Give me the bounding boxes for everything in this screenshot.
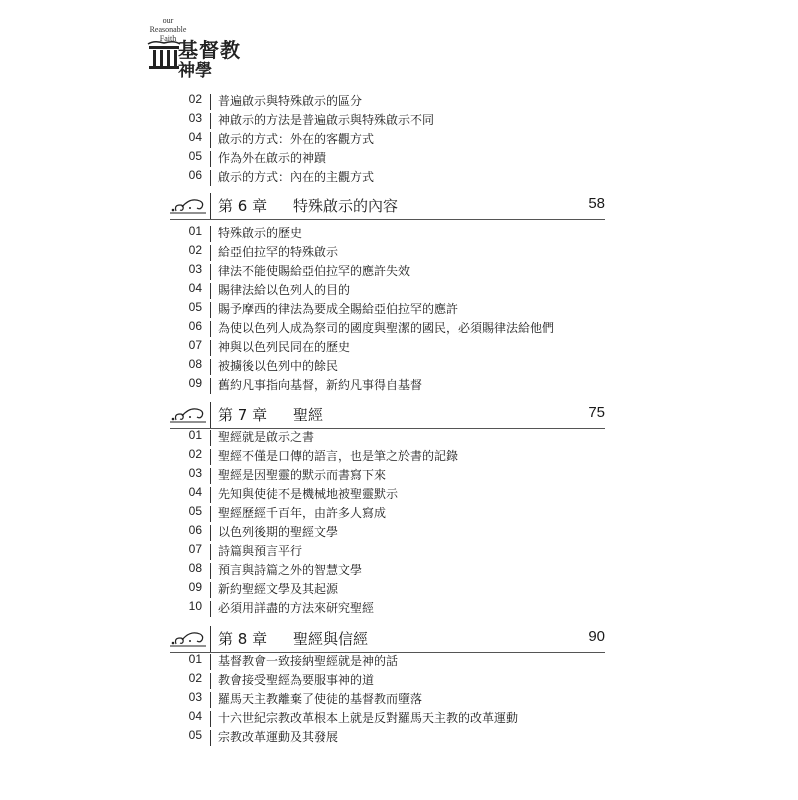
chapter-title: 特殊啟示的內容: [293, 197, 399, 215]
item-number: 01: [188, 428, 202, 442]
logo-small-line: our: [162, 16, 174, 25]
item-number: 07: [188, 338, 202, 352]
chapter-title: 聖經與信經: [293, 630, 369, 648]
toc-item[interactable]: [0, 92, 798, 111]
chapter-title: 聖經: [293, 406, 324, 424]
pillar-icon: [146, 40, 182, 70]
toc-item[interactable]: [0, 709, 798, 728]
item-title: 為使以色列人成為祭司的國度與聖潔的國民，必須賜律法給他們: [218, 321, 555, 335]
item-title: 律法不能使賜給亞伯拉罕的應許失效: [218, 264, 411, 278]
item-number: 04: [188, 281, 202, 295]
toc-item[interactable]: [0, 523, 798, 542]
item-title: 預言與詩篇之外的智慧文學: [218, 563, 363, 577]
chapter-label: 第 8 章: [218, 630, 268, 648]
toc-item[interactable]: [0, 262, 798, 281]
toc-item[interactable]: [0, 111, 798, 130]
chapter-heading[interactable]: [0, 402, 798, 428]
item-title: 被擄後以色列中的餘民: [218, 359, 339, 373]
item-number: 02: [188, 671, 202, 685]
toc-item[interactable]: [0, 243, 798, 262]
item-title: 作為外在啟示的神蹟: [218, 151, 327, 165]
item-number: 03: [188, 466, 202, 480]
item-number: 04: [188, 130, 202, 144]
toc-item[interactable]: [0, 504, 798, 523]
item-number: 07: [188, 542, 202, 556]
item-number: 04: [188, 485, 202, 499]
item-number: 05: [188, 300, 202, 314]
item-number: 09: [188, 376, 202, 390]
logo-title-line1: 基督教: [178, 38, 241, 62]
chapter-heading[interactable]: [0, 626, 798, 652]
logo-small-line: Faith: [159, 34, 177, 43]
item-title: 十六世紀宗教改革根本上就是反對羅馬天主教的改革運動: [218, 711, 519, 725]
toc-item[interactable]: [0, 338, 798, 357]
item-title: 啟示的方式：內在的主觀方式: [218, 170, 375, 184]
toc-item[interactable]: [0, 168, 798, 187]
toc-item[interactable]: [0, 652, 798, 671]
toc-item[interactable]: [0, 224, 798, 243]
item-number: 01: [188, 652, 202, 666]
item-title: 特殊啟示的歷史: [218, 226, 303, 240]
toc-item[interactable]: [0, 300, 798, 319]
item-number: 02: [188, 92, 202, 106]
ornament-icon: [168, 404, 208, 426]
item-title: 神與以色列民同在的歷史: [218, 340, 351, 354]
item-number: 09: [188, 580, 202, 594]
item-title: 教會接受聖經為要服事神的道: [218, 673, 375, 687]
item-number: 06: [188, 523, 202, 537]
toc-item[interactable]: [0, 130, 798, 149]
item-number: 05: [188, 728, 202, 742]
toc-item[interactable]: [0, 485, 798, 504]
item-title: 宗教改革運動及其發展: [218, 730, 339, 744]
item-number: 06: [188, 319, 202, 333]
chapter-page-number: 58: [588, 195, 605, 212]
item-title: 舊約凡事指向基督，新約凡事得自基督: [218, 378, 423, 392]
item-number: 02: [188, 447, 202, 461]
item-title: 賜予摩西的律法為要成全賜給亞伯拉罕的應許: [218, 302, 459, 316]
toc-item[interactable]: [0, 281, 798, 300]
item-number: 08: [188, 561, 202, 575]
item-title: 聖經就是啟示之書: [218, 430, 315, 444]
toc-item[interactable]: [0, 542, 798, 561]
item-number: 01: [188, 224, 202, 238]
item-title: 新約聖經文學及其起源: [218, 582, 339, 596]
item-title: 聖經是因聖靈的默示而書寫下來: [218, 468, 387, 482]
item-title: 賜律法給以色列人的目的: [218, 283, 351, 297]
chapter-label: 第 7 章: [218, 406, 268, 424]
chapter-heading[interactable]: [0, 193, 798, 219]
toc-item[interactable]: [0, 447, 798, 466]
item-number: 05: [188, 149, 202, 163]
item-number: 04: [188, 709, 202, 723]
toc-item[interactable]: [0, 466, 798, 485]
item-title: 神啟示的方法是普遍啟示與特殊啟示不同: [218, 113, 435, 127]
toc-item[interactable]: [0, 690, 798, 709]
toc-item[interactable]: [0, 376, 798, 395]
item-title: 詩篇與預言平行: [218, 544, 303, 558]
toc-item[interactable]: [0, 149, 798, 168]
toc-item[interactable]: [0, 728, 798, 747]
ornament-icon: [168, 628, 208, 650]
item-title: 先知與使徒不是機械地被聖靈默示: [218, 487, 399, 501]
item-number: 05: [188, 504, 202, 518]
item-number: 10: [188, 599, 202, 613]
item-title: 給亞伯拉罕的特殊啟示: [218, 245, 339, 259]
toc-item[interactable]: [0, 599, 798, 618]
item-number: 02: [188, 243, 202, 257]
item-title: 聖經不僅是口傳的語言，也是筆之於書的記錄: [218, 449, 459, 463]
item-number: 06: [188, 168, 202, 182]
item-title: 普遍啟示與特殊啟示的區分: [218, 94, 363, 108]
item-number: 03: [188, 262, 202, 276]
toc-item[interactable]: [0, 428, 798, 447]
item-number: 03: [188, 111, 202, 125]
ornament-icon: [168, 195, 208, 217]
toc-item[interactable]: [0, 561, 798, 580]
logo-title-line2: 神學: [178, 61, 212, 81]
publisher-logo: [138, 14, 268, 81]
item-title: 以色列後期的聖經文學: [218, 525, 339, 539]
logo-small-line: Reasonable: [149, 25, 187, 34]
chapter-page-number: 75: [588, 404, 605, 421]
toc-item[interactable]: [0, 319, 798, 338]
item-title: 聖經歷經千百年，由許多人寫成: [218, 506, 387, 520]
toc-item[interactable]: [0, 580, 798, 599]
toc-item[interactable]: [0, 357, 798, 376]
toc-item[interactable]: [0, 671, 798, 690]
chapter-label: 第 6 章: [218, 197, 268, 215]
item-title: 基督教會一致接納聖經就是神的話: [218, 654, 399, 668]
item-title: 羅馬天主教離棄了使徒的基督教而墮落: [218, 692, 423, 706]
item-title: 必須用詳盡的方法來研究聖經: [218, 601, 375, 615]
item-number: 08: [188, 357, 202, 371]
item-number: 03: [188, 690, 202, 704]
chapter-page-number: 90: [588, 628, 605, 645]
item-title: 啟示的方式：外在的客觀方式: [218, 132, 375, 146]
